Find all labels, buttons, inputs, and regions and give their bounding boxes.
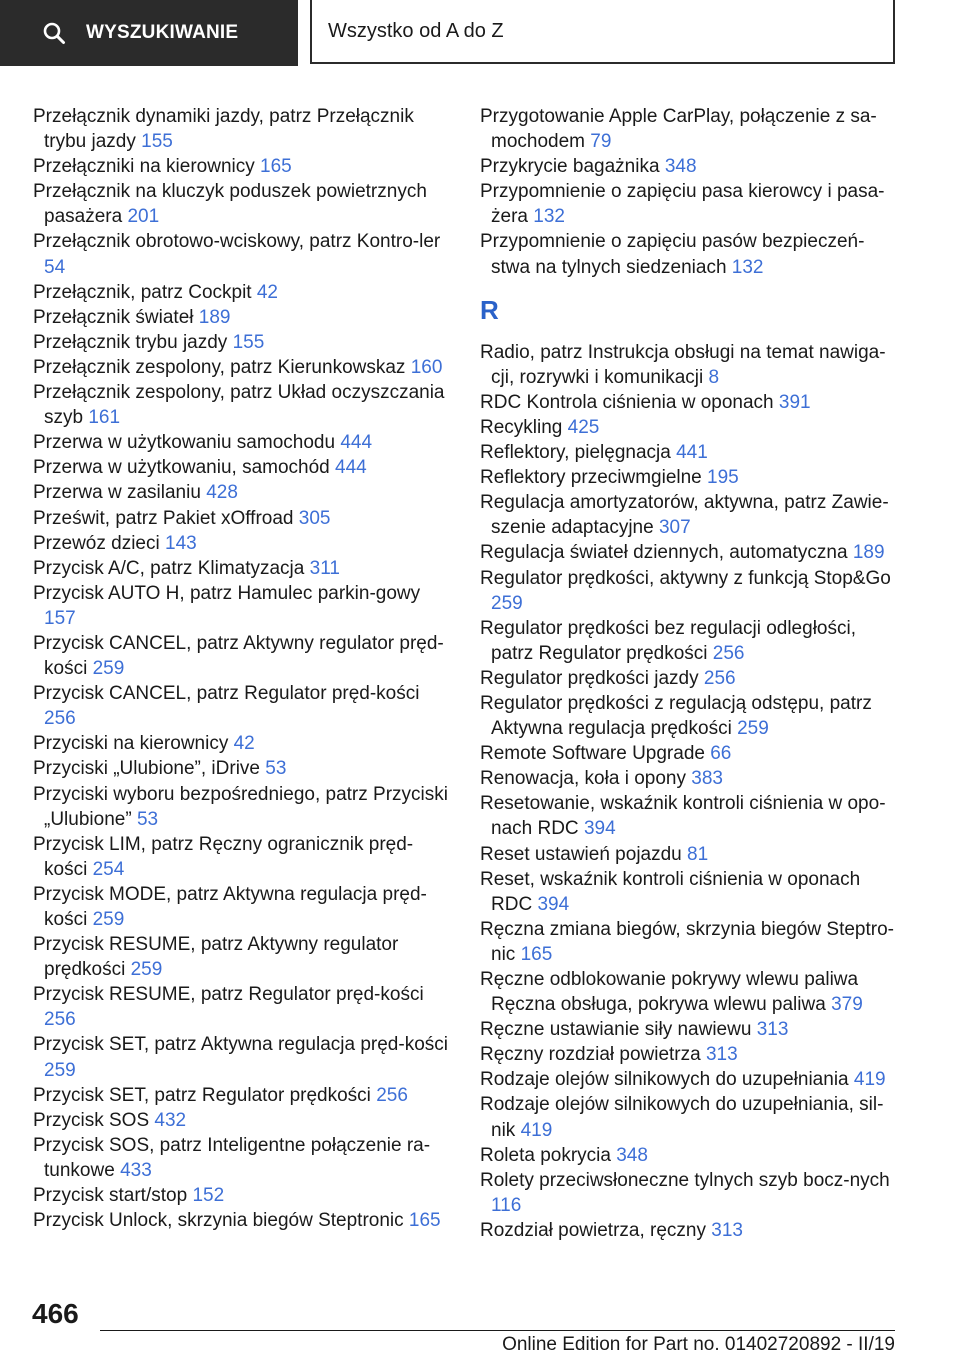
index-entry-page-link[interactable]: 53 xyxy=(136,808,159,830)
index-entry[interactable] xyxy=(33,1032,453,1082)
index-entry[interactable] xyxy=(33,1183,453,1208)
footer-divider xyxy=(100,1330,895,1331)
index-entry-page-link[interactable]: 259 xyxy=(44,1059,76,1081)
index-entry[interactable] xyxy=(33,982,453,1032)
index-entry[interactable] xyxy=(480,566,900,616)
index-entry[interactable] xyxy=(480,179,900,229)
index-entry[interactable] xyxy=(33,355,453,380)
index-entry[interactable] xyxy=(33,179,453,229)
index-entry-text: Resetowanie, wskaźnik kontroli ciśnienia w opo-nach RDC xyxy=(480,793,886,840)
index-entry[interactable] xyxy=(33,631,453,681)
index-entry-page-link[interactable]: 152 xyxy=(192,1185,225,1207)
index-entry-page-link[interactable]: 394 xyxy=(537,893,570,915)
index-entry[interactable] xyxy=(33,882,453,932)
index-entry[interactable] xyxy=(480,229,900,279)
index-entry-page-link[interactable]: 189 xyxy=(852,542,885,564)
index-entry-page-link[interactable]: 42 xyxy=(256,281,278,303)
index-entry-text: Przełącznik dynamiki jazdy, patrz Przełącznik trybu jazdy xyxy=(33,106,414,153)
index-entry-page-link[interactable]: 348 xyxy=(616,1144,648,1166)
index-entry[interactable] xyxy=(480,390,900,415)
index-entry[interactable] xyxy=(33,932,453,982)
index-entry[interactable] xyxy=(33,154,453,179)
index-entry-text: Przełącznik zespolony, patrz Układ oczyszczania szyb xyxy=(33,382,445,429)
index-entry-text: Renowacja, koła i opony xyxy=(480,768,686,790)
index-entry-text: Przerwa w zasilaniu xyxy=(33,482,201,504)
index-entry-text: Regulator prędkości z regulacją odstępu, patrz Aktywna regulacja prędkości xyxy=(480,692,872,740)
index-entry-page-link[interactable]: 428 xyxy=(206,482,238,504)
index-entry[interactable] xyxy=(480,1168,900,1218)
index-entry[interactable] xyxy=(33,506,453,531)
index-entry-page-link[interactable]: 444 xyxy=(335,457,367,479)
index-entry-text: Przełącznik świateł xyxy=(33,306,194,328)
index-entry-page-link[interactable]: 432 xyxy=(154,1109,187,1131)
section-letter: R xyxy=(480,294,499,325)
index-entry-page-link[interactable]: 394 xyxy=(583,818,616,840)
index-entry[interactable] xyxy=(33,305,453,330)
index-entry-page-link[interactable]: 259 xyxy=(92,658,125,680)
index-entry-text: Przycisk RESUME, patrz Aktywny regulator prędkości xyxy=(33,934,399,981)
index-entry-page-link[interactable]: 155 xyxy=(232,331,265,353)
index-entry-page-link[interactable]: 259 xyxy=(92,909,125,930)
index-entry-text: Reflektory, pielęgnacja xyxy=(480,442,671,464)
index-entry-page-link[interactable]: 307 xyxy=(658,517,691,539)
search-tab-label: WYSZUKIWANIE xyxy=(86,22,239,43)
index-entry-text: Przycisk A/C, patrz Klimatyzacja xyxy=(33,557,305,579)
index-entry[interactable] xyxy=(33,556,453,581)
index-entry[interactable] xyxy=(33,782,453,832)
index-entry-page-link[interactable]: 391 xyxy=(778,391,811,413)
index-entry-text: Ręczne ustawianie siły nawiewu xyxy=(480,1019,752,1041)
index-entry[interactable] xyxy=(33,681,453,731)
index-entry-page-link[interactable]: 143 xyxy=(165,532,197,554)
index-entry-text: Przypomnienie o zapięciu pasa kierowcy i pasa-żera xyxy=(480,181,885,228)
index-entry-page-link[interactable]: 256 xyxy=(712,642,745,664)
index-entry-page-link[interactable]: 348 xyxy=(664,156,697,178)
index-entry[interactable] xyxy=(33,1208,453,1233)
index-entry[interactable] xyxy=(33,832,453,882)
breadcrumb-tab[interactable] xyxy=(310,0,895,64)
index-entry-text: Przełącznik trybu jazdy xyxy=(33,331,228,353)
index-entry-page-link[interactable]: 419 xyxy=(520,1119,553,1141)
index-entry[interactable] xyxy=(33,531,453,556)
index-entry-page-link[interactable]: 79 xyxy=(590,131,612,153)
index-entry-page-link[interactable]: 132 xyxy=(731,256,764,278)
index-entry-text: Radio, patrz Instrukcja obsługi na temat nawiga-cji, rozrywki i komunikacji xyxy=(480,341,886,388)
index-entry[interactable] xyxy=(480,1017,900,1042)
index-entry-text: Przyciski na kierownicy xyxy=(33,733,229,755)
index-entry-page-link[interactable]: 425 xyxy=(567,416,600,438)
index-entry-text: Przycisk RESUME, patrz Regulator pręd-kości xyxy=(33,984,424,1006)
index-entry-text: Przycisk LIM, patrz Ręczny ogranicznik pręd-kości xyxy=(33,833,414,880)
index-entry-text: Przycisk CANCEL, patrz Aktywny regulator pręd-kości xyxy=(33,632,444,680)
index-entry-text: Przełącznik zespolony, patrz Kierunkowskaz xyxy=(33,356,406,378)
index-entry-page-link[interactable]: 161 xyxy=(88,407,121,429)
index-entry-text: Rodzaje olejów silnikowych do uzupełniania, sil-nik xyxy=(480,1094,884,1141)
index-entry[interactable] xyxy=(480,666,900,691)
index-entry-text: Przypomnienie o zapięciu pasów bezpieczeń-stwa na tylnych siedzeniach xyxy=(480,231,865,278)
breadcrumb-label: Wszystko od A do Z xyxy=(328,19,504,42)
index-entry-text: Regulacja świateł dziennych, automatyczna xyxy=(480,542,848,564)
index-entry[interactable] xyxy=(33,380,453,430)
index-entry[interactable] xyxy=(480,490,900,540)
index-entry[interactable] xyxy=(480,1092,900,1142)
index-entry-text: Przycisk AUTO H, patrz Hamulec parkin-gowy xyxy=(33,582,421,604)
index-entry-text: Przyciski wyboru bezpośredniego, patrz Przyciski „Ulubione” xyxy=(33,783,448,830)
index-entry-page-link[interactable]: 305 xyxy=(298,507,331,529)
index-entry[interactable] xyxy=(480,154,900,179)
index-entry-text: Przełączniki na kierownicy xyxy=(33,156,255,178)
page-number: 466 xyxy=(32,1298,79,1329)
index-group-r xyxy=(480,340,900,1243)
index-entry-text: Przycisk CANCEL, patrz Regulator pręd-kości xyxy=(33,683,420,705)
index-entry-page-link[interactable]: 53 xyxy=(265,758,287,780)
index-entry-text: Ręczny rozdział powietrza xyxy=(480,1044,701,1066)
index-entry-text: Przełącznik na kluczyk poduszek powietrznych pasażera xyxy=(33,181,427,228)
index-entry-page-link[interactable]: 441 xyxy=(676,442,708,464)
index-entry-text: Remote Software Upgrade xyxy=(480,743,705,765)
index-entry[interactable] xyxy=(33,756,453,781)
search-icon xyxy=(42,21,66,45)
index-entry[interactable] xyxy=(480,842,900,867)
index-entry[interactable] xyxy=(33,330,453,355)
index-entry-text: Przycisk Unlock, skrzynia biegów Steptronic xyxy=(33,1210,404,1232)
index-entry[interactable] xyxy=(480,1218,900,1243)
index-entry[interactable] xyxy=(33,430,453,455)
index-entry[interactable] xyxy=(480,415,900,440)
index-entry-text: Przycisk start/stop xyxy=(33,1185,188,1207)
index-column-left xyxy=(33,104,453,1233)
index-entry-page-link[interactable]: 256 xyxy=(44,1009,76,1031)
index-entry-text: Przycisk SOS, patrz Inteligentne połączenie ra-tunkowe xyxy=(33,1134,431,1181)
index-entry-page-link[interactable]: 419 xyxy=(853,1069,886,1091)
index-entry[interactable] xyxy=(480,540,900,565)
top-navigation xyxy=(0,0,960,66)
index-entry-text: Przewóz dzieci xyxy=(33,532,160,554)
index-entry-page-link[interactable]: 81 xyxy=(687,843,709,865)
index-entry-text: Przerwa w użytkowaniu samochodu xyxy=(33,432,336,454)
index-entry-text: Przycisk SOS xyxy=(33,1109,150,1131)
index-entry[interactable] xyxy=(33,280,453,305)
index-entry-text: Przykrycie bagażnika xyxy=(480,156,660,178)
index-entry-text: Przyciski „Ulubione”, iDrive xyxy=(33,758,260,780)
index-entry-page-link[interactable]: 259 xyxy=(737,718,769,740)
index-entry[interactable] xyxy=(33,581,453,631)
index-entry[interactable] xyxy=(33,229,453,279)
index-entry-text: Przycisk SET, patrz Aktywna regulacja pręd-kości xyxy=(33,1034,448,1056)
index-entry-page-link[interactable]: 165 xyxy=(260,156,292,178)
index-entry-page-link[interactable]: 256 xyxy=(703,667,736,689)
index-entry[interactable] xyxy=(480,340,900,390)
index-entry-text: Rozdział powietrza, ręczny xyxy=(480,1219,706,1241)
index-column-right xyxy=(480,104,900,1243)
index-entry-page-link[interactable]: 311 xyxy=(309,557,340,579)
index-entry-page-link[interactable]: 313 xyxy=(705,1044,738,1066)
index-entry-text: Przełącznik, patrz Cockpit xyxy=(33,281,252,303)
index-entry-page-link[interactable]: 259 xyxy=(130,959,163,981)
index-entry-text: Przygotowanie Apple CarPlay, połączenie z sa-mochodem xyxy=(480,106,877,153)
index-entry-text: Reset ustawień pojazdu xyxy=(480,843,682,865)
index-entry-text: Rolety przeciwsłoneczne tylnych szyb bocz-nych xyxy=(480,1169,890,1191)
index-entry-page-link[interactable]: 254 xyxy=(92,858,125,880)
index-entry[interactable] xyxy=(480,616,900,666)
index-entry[interactable] xyxy=(33,1083,453,1108)
index-entry-page-link[interactable]: 379 xyxy=(831,994,863,1016)
index-entry-page-link[interactable]: 8 xyxy=(708,366,720,388)
index-entry-page-link[interactable]: 155 xyxy=(141,131,173,153)
index-entry-text: Przełącznik obrotowo-wciskowy, patrz Kontro-ler xyxy=(33,231,441,253)
index-entry-page-link[interactable]: 195 xyxy=(707,467,739,489)
index-entry[interactable] xyxy=(480,104,900,154)
index-entry-text: Ręczne odblokowanie pokrywy wlewu paliwa Ręczna obsługa, pokrywa wlewu paliwa xyxy=(480,969,859,1016)
index-entry-text: Roleta pokrycia xyxy=(480,1144,611,1166)
index-entry-page-link[interactable]: 444 xyxy=(340,432,373,454)
index-entry[interactable] xyxy=(33,731,453,756)
index-entry-page-link[interactable]: 160 xyxy=(410,356,443,378)
index-entry[interactable] xyxy=(480,741,900,766)
index-entry-page-link[interactable]: 189 xyxy=(198,306,231,328)
index-entry-text: Reflektory przeciwmgielne xyxy=(480,467,702,489)
index-entry[interactable] xyxy=(480,967,900,1017)
index-entry-page-link[interactable]: 66 xyxy=(710,743,732,765)
index-entry[interactable] xyxy=(480,1067,900,1092)
index-entry[interactable] xyxy=(480,766,900,791)
index-entry-page-link[interactable]: 256 xyxy=(376,1084,408,1106)
index-entry-text: Reset, wskaźnik kontroli ciśnienia w oponach RDC xyxy=(480,868,861,915)
index-entry-text: Regulacja amortyzatorów, aktywna, patrz Zawie-szenie adaptacyjne xyxy=(480,492,889,539)
index-entry-page-link[interactable]: 54 xyxy=(44,256,66,278)
index-entry-page-link[interactable]: 383 xyxy=(691,768,723,790)
index-entry-page-link[interactable]: 256 xyxy=(44,708,76,730)
search-tab[interactable] xyxy=(0,0,298,66)
index-entry-text: Recykling xyxy=(480,416,563,438)
index-entry-page-link[interactable]: 201 xyxy=(127,206,160,228)
index-entry-page-link[interactable]: 313 xyxy=(756,1019,789,1041)
index-entry-page-link[interactable]: 165 xyxy=(520,943,553,965)
index-entry-text: Rodzaje olejów silnikowych do uzupełniania xyxy=(480,1069,849,1091)
index-entry-page-link[interactable]: 132 xyxy=(533,206,565,228)
index-entry-text: Ręczna zmiana biegów, skrzynia biegów Steptro-nic xyxy=(480,918,894,965)
index-entry-text: Regulator prędkości jazdy xyxy=(480,667,699,689)
index-entry-text: Przycisk SET, patrz Regulator prędkości xyxy=(33,1084,371,1106)
index-entry[interactable] xyxy=(33,480,453,505)
index-entry[interactable] xyxy=(480,691,900,741)
index-entry-page-link[interactable]: 165 xyxy=(408,1210,441,1232)
index-entry-text: Przerwa w użytkowaniu, samochód xyxy=(33,457,330,479)
index-entry[interactable] xyxy=(480,917,900,967)
index-entry-text: RDC Kontrola ciśnienia w oponach xyxy=(480,391,774,413)
index-entry-page-link[interactable]: 116 xyxy=(491,1194,522,1216)
index-entry-page-link[interactable]: 157 xyxy=(44,607,76,629)
index-entry-page-link[interactable]: 313 xyxy=(711,1219,743,1241)
index-entry-page-link[interactable]: 433 xyxy=(120,1159,152,1181)
index-entry-page-link[interactable]: 42 xyxy=(233,733,255,755)
index-entry[interactable] xyxy=(480,1042,900,1067)
index-group-p xyxy=(480,104,900,280)
index-entry[interactable] xyxy=(480,1143,900,1168)
index-entry[interactable] xyxy=(480,867,900,917)
index-entry[interactable] xyxy=(480,465,900,490)
footer-edition-text: Online Edition for Part no. 01402720892 - II/19 xyxy=(502,1334,895,1355)
index-entry[interactable] xyxy=(33,1133,453,1183)
index-entry[interactable] xyxy=(480,791,900,841)
index-entry-text: Regulator prędkości bez regulacji odległości, patrz Regulator prędkości xyxy=(480,617,856,664)
index-entry-text: Regulator prędkości, aktywny z funkcją Stop&Go xyxy=(480,567,891,589)
index-entry[interactable] xyxy=(33,455,453,480)
index-entry-page-link[interactable]: 259 xyxy=(491,592,523,614)
index-entry-text: Prześwit, patrz Pakiet xOffroad xyxy=(33,507,294,529)
index-entry[interactable] xyxy=(480,440,900,465)
index-entry-text: Przycisk MODE, patrz Aktywna regulacja pręd-kości xyxy=(33,883,427,930)
index-entry[interactable] xyxy=(33,1108,453,1133)
index-entry[interactable] xyxy=(33,104,453,154)
